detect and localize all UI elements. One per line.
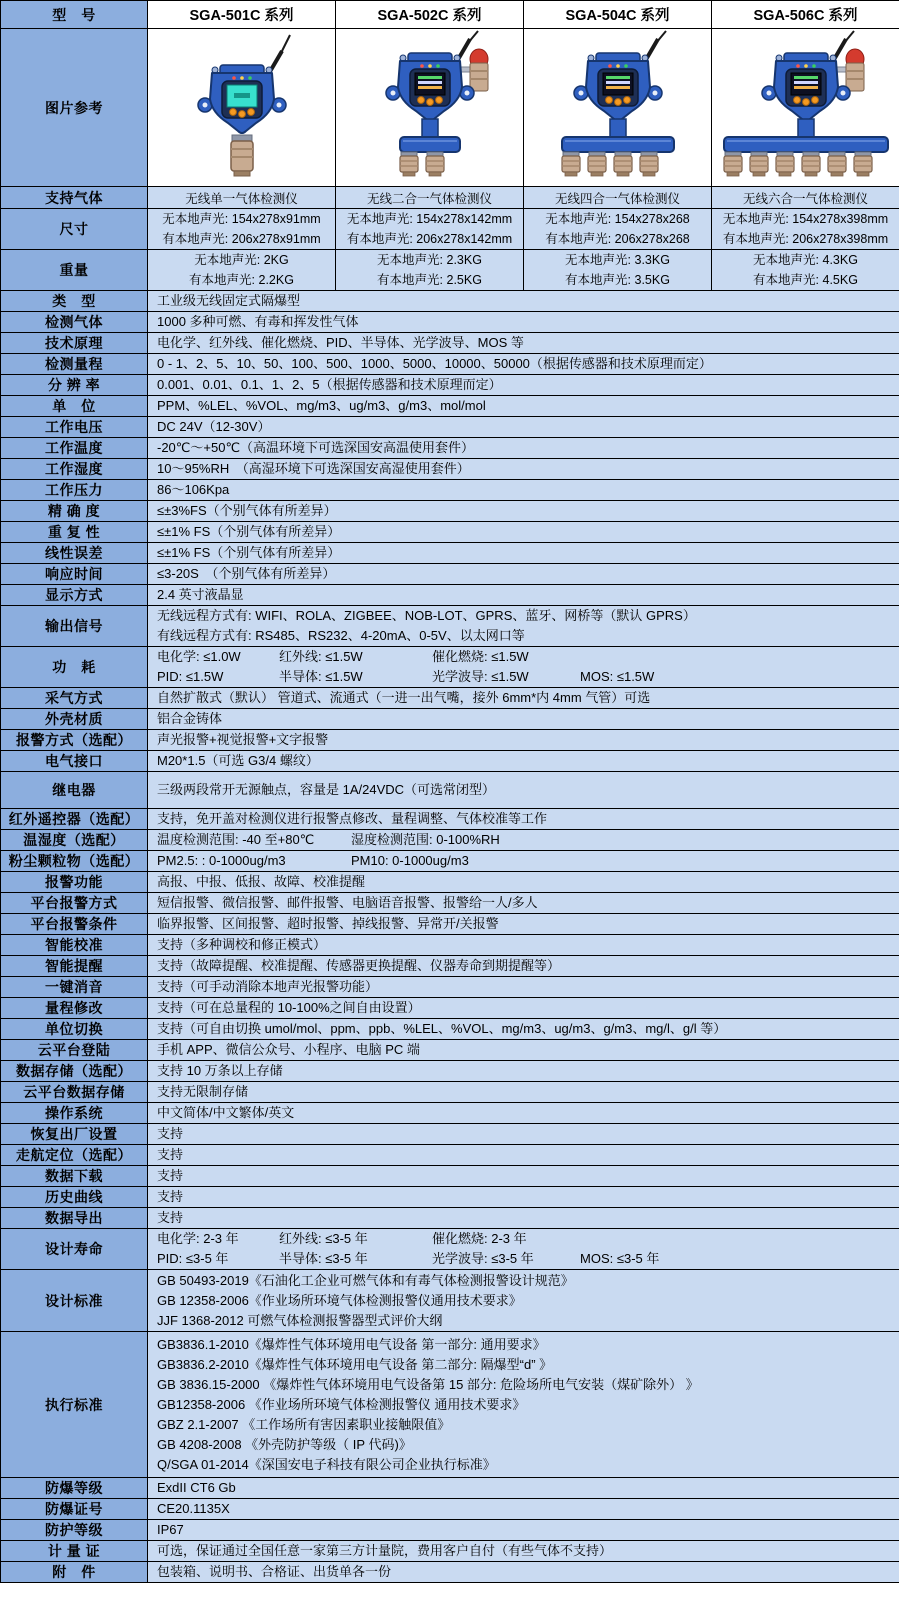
spec-row-label: 执行标准 xyxy=(1,1332,148,1478)
spec-line-segmented xyxy=(157,647,899,667)
spec-row-value xyxy=(148,1541,899,1562)
spec-line: JJF 1368-2012 可燃气体检测报警器型式评价大纲 xyxy=(157,1312,443,1328)
spec-row-label: 红外遥控器（选配） xyxy=(1,809,148,830)
support-gas-row xyxy=(1,187,899,209)
spec-row xyxy=(1,1229,899,1270)
spec-row xyxy=(1,772,899,809)
spec-row xyxy=(1,730,899,751)
spec-line-segmented xyxy=(157,1229,899,1249)
spec-line: 支持（可自由切换 umol/mol、ppm、ppb、%LEL、%VOL、mg/m3、ug/m3、g/m3、mg/l、g/l 等） xyxy=(157,1021,727,1036)
spec-line: 10～95%RH （高湿环境下可选深国安高湿使用套件） xyxy=(157,461,470,476)
spec-line: 临界报警、区间报警、超时报警、掉线报警、异常开/关报警 xyxy=(157,916,499,931)
spec-segment: MOS: ≤3-5 年 xyxy=(580,1251,660,1266)
spec-row-value xyxy=(148,851,899,872)
spec-row-value xyxy=(148,1166,899,1187)
image-row-label: 图片参考 xyxy=(1,29,148,187)
spec-row-value xyxy=(148,893,899,914)
product-image-cell-0 xyxy=(148,29,336,187)
spec-row xyxy=(1,354,899,375)
spec-row xyxy=(1,480,899,501)
spec-line: GBZ 2.1-2007 《工作场所有害因素职业接触限值》 xyxy=(157,1416,451,1432)
spec-row-label: 技术原理 xyxy=(1,333,148,354)
spec-row-label: 平台报警方式 xyxy=(1,893,148,914)
spec-row-value xyxy=(148,935,899,956)
spec-row xyxy=(1,1270,899,1332)
spec-row-label: 温湿度（选配） xyxy=(1,830,148,851)
spec-line: 铝合金铸体 xyxy=(157,711,223,726)
spec-segment: PID: ≤3-5 年 xyxy=(157,1251,229,1266)
spec-row xyxy=(1,1166,899,1187)
spec-line: 有本地声光: 206x278x91mm xyxy=(162,232,321,246)
spec-line: ≤±3%FS（个别气体有所差异） xyxy=(157,503,337,518)
spec-row-label: 分 辨 率 xyxy=(1,375,148,396)
spec-row xyxy=(1,956,899,977)
spec-line-segmented xyxy=(157,851,899,871)
spec-row-value xyxy=(148,956,899,977)
spec-row xyxy=(1,543,899,564)
spec-segment: 电化学: 2-3 年 xyxy=(157,1231,239,1246)
spec-row-value xyxy=(148,312,899,333)
spec-row xyxy=(1,1208,899,1229)
spec-row xyxy=(1,935,899,956)
spec-line: 支持 10 万条以上存储 xyxy=(157,1063,283,1078)
spec-row-label: 显示方式 xyxy=(1,585,148,606)
spec-row-label: 数据下载 xyxy=(1,1166,148,1187)
spec-line: 有本地声光: 4.5KG xyxy=(753,273,858,287)
weight-row-value-1 xyxy=(336,250,524,291)
spec-line: GB3836.2-2010《爆炸性气体环境用电气设备 第二部分: 隔爆型“d” 》 xyxy=(157,1356,553,1372)
spec-row xyxy=(1,1124,899,1145)
product-image-cell-2 xyxy=(524,29,712,187)
spec-row-label: 云平台登陆 xyxy=(1,1040,148,1061)
spec-row-value xyxy=(148,333,899,354)
product-image-sga-506c xyxy=(713,29,899,181)
spec-row-value xyxy=(148,772,899,809)
spec-line: 中文简体/中文繁体/英文 xyxy=(157,1105,295,1120)
spec-row-label: 数据存储（选配） xyxy=(1,1061,148,1082)
spec-row-label: 工作压力 xyxy=(1,480,148,501)
spec-line: 有本地声光: 206x278x398mm xyxy=(722,232,889,246)
spec-row-label: 继电器 xyxy=(1,772,148,809)
spec-line: 无本地声光: 154x278x142mm xyxy=(346,212,513,226)
spec-line: 无本地声光: 4.3KG xyxy=(753,253,858,267)
spec-row xyxy=(1,893,899,914)
spec-line: 有本地声光: 206x278x268 xyxy=(545,232,690,246)
support-gas-label: 支持气体 xyxy=(1,187,148,209)
spec-line: 0.001、0.01、0.1、1、2、5（根据传感器和技术原理而定） xyxy=(157,377,502,392)
spec-row xyxy=(1,522,899,543)
model-header-2: SGA-504C 系列 xyxy=(524,1,712,29)
support-gas-value-2: 无线四合一气体检测仪 xyxy=(524,187,712,209)
spec-row-value xyxy=(148,1270,899,1332)
model-header-label: 型 号 xyxy=(1,1,148,29)
spec-row-value xyxy=(148,1332,899,1478)
spec-row-label: 智能校准 xyxy=(1,935,148,956)
spec-row xyxy=(1,564,899,585)
spec-line: 支持（故障提醒、校准提醒、传感器更换提醒、仪器寿命到期提醒等） xyxy=(157,958,561,973)
spec-row xyxy=(1,375,899,396)
spec-row xyxy=(1,830,899,851)
model-header-3: SGA-506C 系列 xyxy=(712,1,899,29)
spec-line: GB 12358-2006《作业场所环境气体检测报警仪通用技术要求》 xyxy=(157,1292,522,1308)
spec-row-value xyxy=(148,543,899,564)
size-row-value-1 xyxy=(336,209,524,250)
spec-row-label: 响应时间 xyxy=(1,564,148,585)
spec-row-value xyxy=(148,1124,899,1145)
size-row-value-2 xyxy=(524,209,712,250)
spec-row xyxy=(1,1103,899,1124)
spec-row xyxy=(1,501,899,522)
model-header-1: SGA-502C 系列 xyxy=(336,1,524,29)
spec-row xyxy=(1,1520,899,1541)
spec-line: 无线远程方式有: WIFI、ROLA、ZIGBEE、NOB-LOT、GPRS、蓝牙、网桥等（默认 GPRS） xyxy=(157,608,696,623)
spec-row xyxy=(1,872,899,893)
spec-row-value xyxy=(148,375,899,396)
spec-segment: 催化燃烧: 2-3 年 xyxy=(432,1231,527,1246)
spec-row-value xyxy=(148,1061,899,1082)
spec-row-value xyxy=(148,396,899,417)
spec-row-label: 报警方式（选配） xyxy=(1,730,148,751)
spec-line-segmented xyxy=(157,667,899,687)
spec-row-label: 智能提醒 xyxy=(1,956,148,977)
spec-line: M20*1.5（可选 G3/4 螺纹） xyxy=(157,753,319,768)
spec-row xyxy=(1,1187,899,1208)
spec-row-value xyxy=(148,872,899,893)
spec-line: 支持 xyxy=(157,1168,184,1183)
spec-row xyxy=(1,1061,899,1082)
spec-line-segmented xyxy=(157,830,899,850)
spec-row-value xyxy=(148,830,899,851)
spec-line: GB 4208-2008 《外壳防护等级（ IP 代码)》 xyxy=(157,1436,412,1452)
spec-row-label: 检测气体 xyxy=(1,312,148,333)
spec-line: GB 3836.15-2000 《爆炸性气体环境用电气设备第 15 部分: 危险场所电气安装（煤矿除外） 》 xyxy=(157,1376,699,1392)
spec-row xyxy=(1,1145,899,1166)
spec-line: 无本地声光: 2.3KG xyxy=(377,253,482,267)
spec-row-label: 功 耗 xyxy=(1,647,148,688)
spec-row xyxy=(1,751,899,772)
spec-row-label: 防爆证号 xyxy=(1,1499,148,1520)
spec-row xyxy=(1,438,899,459)
spec-row xyxy=(1,1019,899,1040)
spec-row xyxy=(1,1499,899,1520)
spec-row-value xyxy=(148,998,899,1019)
spec-line: DC 24V（12-30V） xyxy=(157,419,271,434)
spec-row-value xyxy=(148,501,899,522)
spec-line: 支持 xyxy=(157,1147,184,1162)
weight-row xyxy=(1,250,899,291)
spec-segment: 电化学: ≤1.0W xyxy=(157,649,241,664)
spec-line: 支持 xyxy=(157,1210,184,1225)
spec-line: 有本地声光: 2.2KG xyxy=(189,273,294,287)
spec-line: 无本地声光: 154x278x398mm xyxy=(722,212,889,226)
spec-segment: PM10: 0-1000ug/m3 xyxy=(351,853,469,868)
spec-segment: 温度检测范围: -40 至+80℃ xyxy=(157,832,315,847)
product-image-sga-502c xyxy=(337,29,523,181)
spec-line: 工业级无线固定式隔爆型 xyxy=(157,293,301,308)
spec-line-segmented xyxy=(157,1249,899,1269)
weight-row-value-2 xyxy=(524,250,712,291)
spec-segment: 红外线: ≤1.5W xyxy=(279,649,363,664)
support-gas-value-1: 无线二合一气体检测仪 xyxy=(336,187,524,209)
spec-line: 1000 多种可燃、有毒和挥发性气体 xyxy=(157,314,359,329)
spec-row-value xyxy=(148,585,899,606)
spec-segment: 催化燃烧: ≤1.5W xyxy=(432,649,529,664)
spec-line: 无本地声光: 154x278x268 xyxy=(545,212,690,226)
header-row xyxy=(1,1,899,29)
spec-segment: 光学波导: ≤3-5 年 xyxy=(432,1251,534,1266)
spec-line: 短信报警、微信报警、邮件报警、电脑语音报警、报警给一人/多人 xyxy=(157,895,538,910)
spec-row-label: 检测量程 xyxy=(1,354,148,375)
spec-row xyxy=(1,1478,899,1499)
spec-line: ≤3-20S （个别气体有所差异） xyxy=(157,566,336,581)
spec-row-value xyxy=(148,809,899,830)
weight-row-label: 重量 xyxy=(1,250,148,291)
spec-row-value xyxy=(148,688,899,709)
spec-row-label: 精 确 度 xyxy=(1,501,148,522)
spec-row-value xyxy=(148,438,899,459)
spec-row-value xyxy=(148,709,899,730)
spec-row-label: 计 量 证 xyxy=(1,1541,148,1562)
spec-row-value xyxy=(148,977,899,998)
spec-segment: PID: ≤1.5W xyxy=(157,669,224,684)
spec-row xyxy=(1,459,899,480)
spec-row-label: 历史曲线 xyxy=(1,1187,148,1208)
spec-row xyxy=(1,333,899,354)
weight-row-value-0 xyxy=(148,250,336,291)
spec-row-value xyxy=(148,564,899,585)
spec-line: 支持，免开盖对检测仪进行报警点修改、量程调整、气体校准等工作 xyxy=(157,811,548,826)
spec-segment: MOS: ≤1.5W xyxy=(580,669,655,684)
spec-row-label: 类 型 xyxy=(1,291,148,312)
weight-row-value-3 xyxy=(712,250,899,291)
spec-row xyxy=(1,688,899,709)
model-header-0: SGA-501C 系列 xyxy=(148,1,336,29)
spec-row xyxy=(1,647,899,688)
spec-line: GB12358-2006 《作业场所环境气体检测报警仪 通用技术要求》 xyxy=(157,1396,526,1412)
spec-segment: 光学波导: ≤1.5W xyxy=(432,669,529,684)
spec-row-value xyxy=(148,417,899,438)
spec-row-value xyxy=(148,1019,899,1040)
spec-row-label: 云平台数据存储 xyxy=(1,1082,148,1103)
spec-row-label: 量程修改 xyxy=(1,998,148,1019)
spec-line: 有本地声光: 3.5KG xyxy=(565,273,670,287)
spec-row-label: 电气接口 xyxy=(1,751,148,772)
spec-line: 2.4 英寸液晶显 xyxy=(157,587,244,602)
spec-line: 0 - 1、2、5、10、50、100、500、1000、5000、10000、50000（根据传感器和技术原理而定） xyxy=(157,356,712,371)
spec-row-value xyxy=(148,1520,899,1541)
image-row xyxy=(1,29,899,187)
spec-segment: 红外线: ≤3-5 年 xyxy=(279,1231,368,1246)
spec-segment: 半导体: ≤3-5 年 xyxy=(279,1251,368,1266)
spec-line: 有本地声光: 2.5KG xyxy=(377,273,482,287)
spec-row xyxy=(1,1040,899,1061)
spec-line: PPM、%LEL、%VOL、mg/m3、ug/m3、g/m3、mol/mol xyxy=(157,398,486,413)
spec-line: CE20.1135X xyxy=(157,1501,230,1516)
spec-row xyxy=(1,312,899,333)
spec-row-label: 粉尘颗粒物（选配） xyxy=(1,851,148,872)
spec-line: 有线远程方式有: RS485、RS232、4-20mA、0-5V、以太网口等 xyxy=(157,628,525,643)
spec-line: 无本地声光: 3.3KG xyxy=(565,253,670,267)
spec-row xyxy=(1,709,899,730)
spec-row-label: 报警功能 xyxy=(1,872,148,893)
spec-row-value xyxy=(148,1187,899,1208)
spec-row-label: 重 复 性 xyxy=(1,522,148,543)
spec-line: 包装箱、说明书、合格证、出货单各一份 xyxy=(157,1564,392,1579)
product-image-cell-3 xyxy=(712,29,899,187)
spec-row-value xyxy=(148,606,899,647)
spec-line: -20℃～+50℃（高温环境下可选深国安高温使用套件） xyxy=(157,440,475,455)
spec-line: 无本地声光: 2KG xyxy=(194,253,289,267)
spec-row xyxy=(1,417,899,438)
spec-line: 支持无限制存储 xyxy=(157,1084,249,1099)
spec-row xyxy=(1,851,899,872)
spec-line: ≤±1% FS（个别气体有所差异） xyxy=(157,545,341,560)
spec-row-value xyxy=(148,1040,899,1061)
spec-row-label: 工作温度 xyxy=(1,438,148,459)
spec-row-label: 设计寿命 xyxy=(1,1229,148,1270)
spec-row-label: 设计标准 xyxy=(1,1270,148,1332)
spec-row-value xyxy=(148,291,899,312)
spec-line: 高报、中报、低报、故障、校准提醒 xyxy=(157,874,366,889)
spec-row-value xyxy=(148,1478,899,1499)
product-image-cell-1 xyxy=(336,29,524,187)
spec-line: IP67 xyxy=(157,1522,184,1537)
spec-line: 支持 xyxy=(157,1189,184,1204)
spec-line: Q/SGA 01-2014《深国安电子科技有限公司企业执行标准》 xyxy=(157,1456,496,1472)
spec-row-label: 单 位 xyxy=(1,396,148,417)
spec-row-value xyxy=(148,1229,899,1270)
spec-segment: 湿度检测范围: 0-100%RH xyxy=(351,832,500,847)
spec-row-value xyxy=(148,1208,899,1229)
spec-line: 支持（可手动消除本地声光报警功能） xyxy=(157,979,379,994)
spec-row xyxy=(1,396,899,417)
spec-row-label: 单位切换 xyxy=(1,1019,148,1040)
spec-row xyxy=(1,809,899,830)
spec-line: 自然扩散式（默认） 管道式、流通式（一进一出气嘴，接外 6mm*内 4mm 气管）可选 xyxy=(157,690,651,705)
product-image-sga-504c xyxy=(525,29,711,181)
spec-row xyxy=(1,914,899,935)
spec-row xyxy=(1,1562,899,1583)
spec-row xyxy=(1,1082,899,1103)
spec-line: 声光报警+视觉报警+文字报警 xyxy=(157,732,329,747)
spec-row xyxy=(1,1541,899,1562)
spec-row-label: 防护等级 xyxy=(1,1520,148,1541)
spec-row-value xyxy=(148,914,899,935)
spec-row-label: 采气方式 xyxy=(1,688,148,709)
spec-row-label: 走航定位（选配） xyxy=(1,1145,148,1166)
spec-row-value xyxy=(148,354,899,375)
spec-line: 支持 xyxy=(157,1126,184,1141)
spec-row-label: 输出信号 xyxy=(1,606,148,647)
spec-row-value xyxy=(148,1082,899,1103)
spec-row-value xyxy=(148,730,899,751)
support-gas-value-3: 无线六合一气体检测仪 xyxy=(712,187,899,209)
size-row-label: 尺寸 xyxy=(1,209,148,250)
spec-row-label: 防爆等级 xyxy=(1,1478,148,1499)
spec-line: 无本地声光: 154x278x91mm xyxy=(162,212,321,226)
spec-row-value xyxy=(148,751,899,772)
spec-table-body xyxy=(1,1,899,1583)
spec-row-value xyxy=(148,1145,899,1166)
size-row-value-3 xyxy=(712,209,899,250)
spec-line: ≤±1% FS（个别气体有所差异） xyxy=(157,524,341,539)
spec-row-label: 操作系统 xyxy=(1,1103,148,1124)
spec-row-value xyxy=(148,522,899,543)
spec-row-value xyxy=(148,480,899,501)
spec-row-value xyxy=(148,1562,899,1583)
spec-row xyxy=(1,977,899,998)
spec-row xyxy=(1,1332,899,1478)
spec-row-label: 工作电压 xyxy=(1,417,148,438)
spec-row xyxy=(1,606,899,647)
spec-row-label: 外壳材质 xyxy=(1,709,148,730)
spec-line: 支持（可在总量程的 10-100%之间自由设置） xyxy=(157,1000,421,1015)
spec-line: 86～106Kpa xyxy=(157,482,230,497)
spec-row-value xyxy=(148,647,899,688)
spec-row-label: 线性误差 xyxy=(1,543,148,564)
spec-line: 电化学、红外线、催化燃烧、PID、半导体、光学波导、MOS 等 xyxy=(157,335,524,350)
spec-row-label: 恢复出厂设置 xyxy=(1,1124,148,1145)
spec-line: 支持（多种调校和修正模式） xyxy=(157,937,327,952)
spec-line: 手机 APP、微信公众号、小程序、电脑 PC 端 xyxy=(157,1042,420,1057)
product-image-sga-501c xyxy=(149,29,335,181)
spec-row-value xyxy=(148,1499,899,1520)
spec-segment: 半导体: ≤1.5W xyxy=(279,669,363,684)
spec-row-label: 工作湿度 xyxy=(1,459,148,480)
spec-line: 三级两段常开无源触点，容量是 1A/24VDC（可选常闭型） xyxy=(157,782,496,797)
spec-row-label: 附 件 xyxy=(1,1562,148,1583)
spec-line: GB3836.1-2010《爆炸性气体环境用电气设备 第一部分: 通用要求》 xyxy=(157,1336,546,1352)
size-row xyxy=(1,209,899,250)
spec-line: GB 50493-2019《石油化工企业可燃气体和有毒气体检测报警设计规范》 xyxy=(157,1272,574,1288)
spec-line: 有本地声光: 206x278x142mm xyxy=(346,232,513,246)
spec-row-value xyxy=(148,459,899,480)
spec-row-label: 平台报警条件 xyxy=(1,914,148,935)
spec-row xyxy=(1,998,899,1019)
spec-segment: PM2.5: : 0-1000ug/m3 xyxy=(157,853,286,868)
spec-row xyxy=(1,291,899,312)
size-row-value-0 xyxy=(148,209,336,250)
spec-row xyxy=(1,585,899,606)
spec-row-value xyxy=(148,1103,899,1124)
spec-row-label: 数据导出 xyxy=(1,1208,148,1229)
spec-row-label: 一键消音 xyxy=(1,977,148,998)
spec-line: ExdII CT6 Gb xyxy=(157,1480,236,1495)
spec-line: 可选，保证通过全国任意一家第三方计量院，费用客户自付（有些气体不支持） xyxy=(157,1543,613,1558)
support-gas-value-0: 无线单一气体检测仪 xyxy=(148,187,336,209)
